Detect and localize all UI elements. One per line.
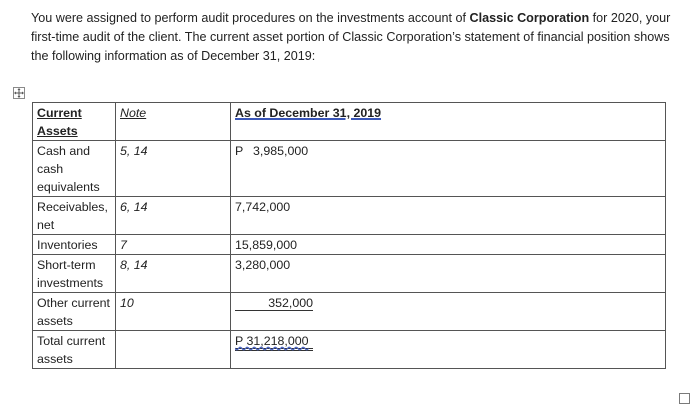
row-note (116, 331, 231, 369)
table-header-row (33, 103, 666, 141)
intro-paragraph (31, 9, 676, 66)
header-date: As of December 31, 2019 (231, 103, 666, 141)
row-amount: 3,280,000 (231, 255, 666, 293)
row-label: Other current assets (33, 293, 116, 331)
row-amount: 7,742,000 (231, 197, 666, 235)
header-current-assets: Current Assets (33, 103, 116, 141)
row-amount: P 3,985,000 (231, 141, 666, 197)
table-row (33, 293, 666, 331)
table-row (33, 235, 666, 255)
header-note: Note (116, 103, 231, 141)
row-note: 8, 14 (116, 255, 231, 293)
intro-text-part1: You were assigned to perform audit procedures on the investments account of (31, 11, 470, 25)
row-label: Inventories (33, 235, 116, 255)
table-row (33, 141, 666, 197)
company-name: Classic Corporation (469, 11, 590, 25)
intro-text-part2: for 2020, your first-time audit of the client. The current asset portion of Classic Corporation’s statement of financial position shows the following information as of December 31, 2019: (31, 11, 671, 63)
table-row (33, 197, 666, 235)
row-note: 7 (116, 235, 231, 255)
row-amount: 352,000 (231, 293, 666, 331)
row-label: Total current assets (33, 331, 116, 369)
row-label: Receivables, net (33, 197, 116, 235)
table-move-handle-icon[interactable] (13, 87, 25, 99)
row-note: 6, 14 (116, 197, 231, 235)
row-amount: P 31,218,000 (231, 331, 666, 369)
row-label: Short-term investments (33, 255, 116, 293)
current-assets-table (32, 102, 666, 369)
row-note: 5, 14 (116, 141, 231, 197)
table-row (33, 255, 666, 293)
row-label: Cash and cash equivalents (33, 141, 116, 197)
row-note: 10 (116, 293, 231, 331)
table-row (33, 331, 666, 369)
table-resize-handle[interactable] (679, 393, 690, 404)
row-amount: 15,859,000 (231, 235, 666, 255)
